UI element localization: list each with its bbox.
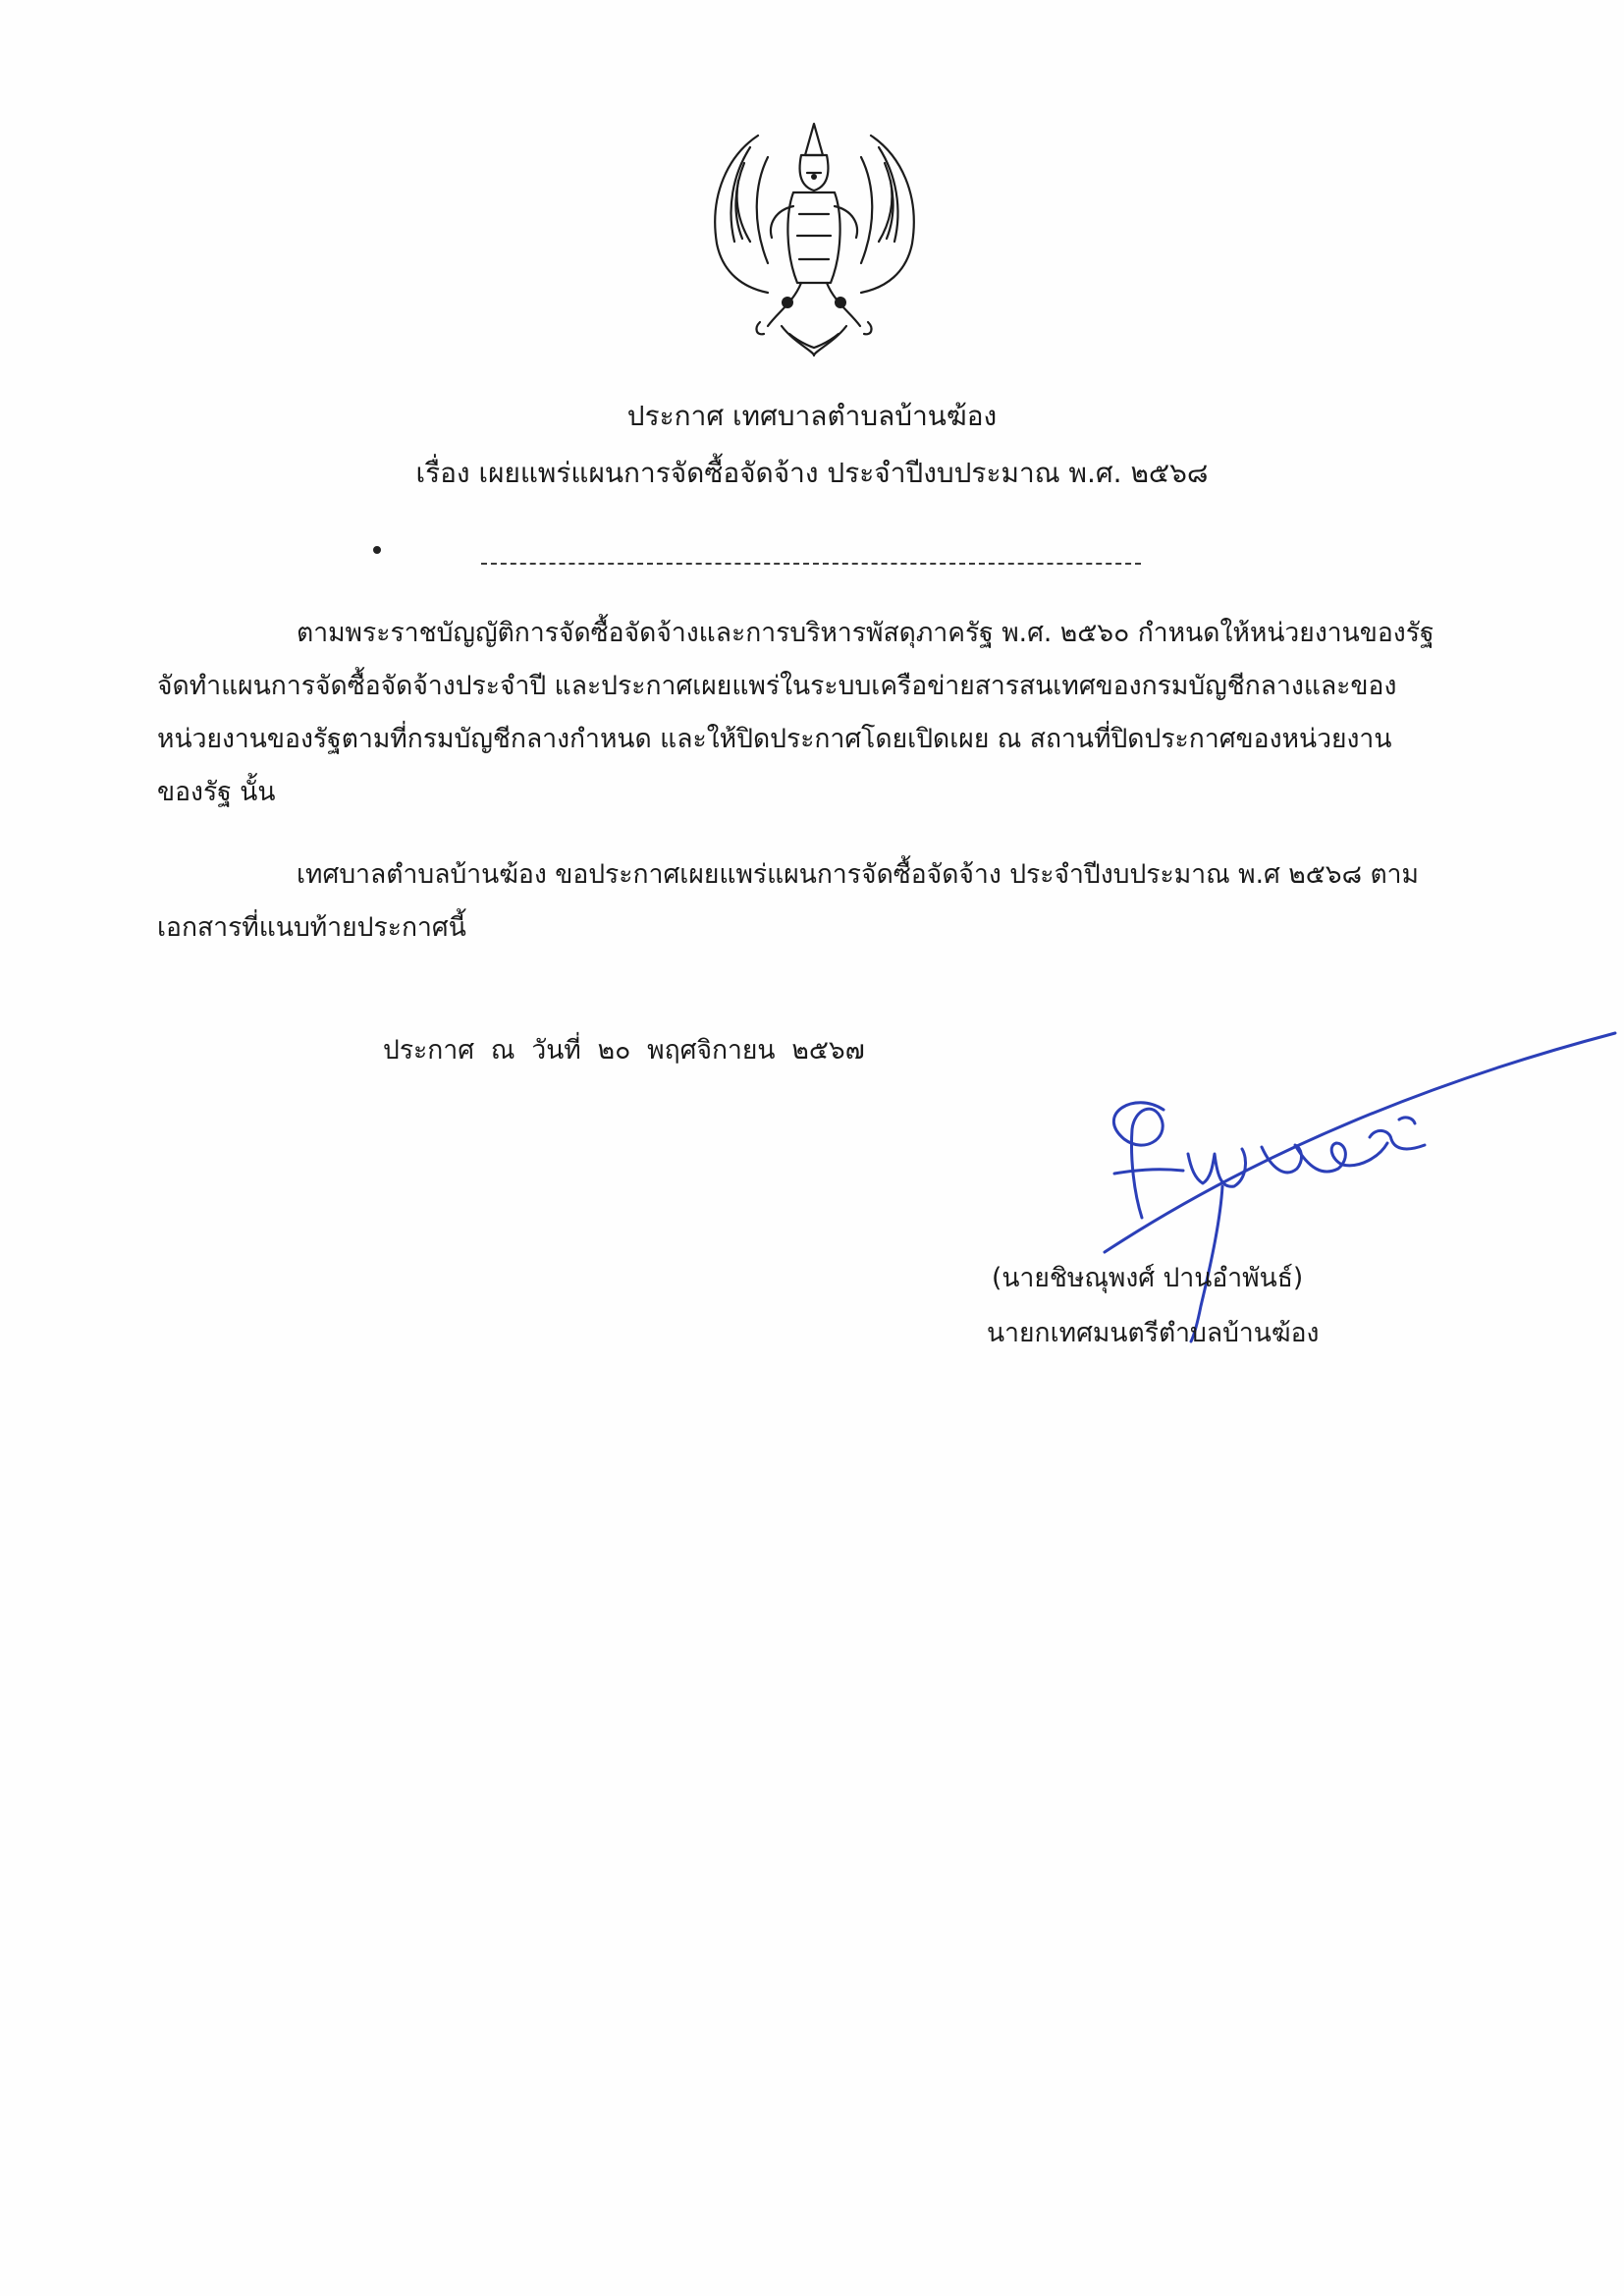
- body-paragraph-1: [157, 607, 1473, 819]
- body-paragraph-2: [157, 848, 1473, 955]
- announcement-title: ประกาศ เทศบาลตำบลบ้านฆ้อง: [626, 400, 998, 432]
- paragraph-line: ของรัฐ นั้น: [157, 777, 276, 807]
- dashed-separator: [481, 563, 1141, 565]
- paragraph-line: หน่วยงานของรัฐตามที่กรมบัญชีกลางกำหนด และให้ปิดประกาศโดยเปิดเผย ณ สถานที่ปิดประกาศของหน่วยงาน: [157, 724, 1392, 754]
- paragraph-line: เอกสารที่แนบท้ายประกาศนี้: [157, 912, 466, 943]
- paragraph-line: เทศบาลตำบลบ้านฆ้อง ขอประกาศเผยแพร่แผนการจัดซื้อจัดจ้าง ประจำปีงบประมาณ พ.ศ ๒๕๖๘ ตาม: [297, 859, 1420, 890]
- paragraph-line: จัดทำแผนการจัดซื้อจัดจ้างประจำปี และประกาศเผยแพร่ในระบบเครือข่ายสารสนเทศของกรมบัญชีกลางและของ: [157, 671, 1397, 701]
- announcement-date: ประกาศ ณ วันที่ ๒๐ พฤศจิกายน ๒๕๖๗: [383, 1035, 865, 1066]
- garuda-emblem-icon: [699, 116, 930, 361]
- paragraph-line: ตามพระราชบัญญัติการจัดซื้อจัดจ้างและการบริหารพัสดุภาครัฐ พ.ศ. ๒๕๖๐ กำหนดให้หน่วยงานของรัฐ: [297, 618, 1435, 648]
- scan-dot-mark: [373, 546, 381, 554]
- signatory-name: (นายชิษณุพงศ์ ปานอำพันธ์): [992, 1263, 1304, 1293]
- announcement-subject: เรื่อง เผยแพร่แผนการจัดซื้อจัดจ้าง ประจำปีงบประมาณ พ.ศ. ๒๕๖๘: [415, 457, 1209, 489]
- signatory-position: นายกเทศมนตรีตำบลบ้านฆ้อง: [987, 1318, 1320, 1348]
